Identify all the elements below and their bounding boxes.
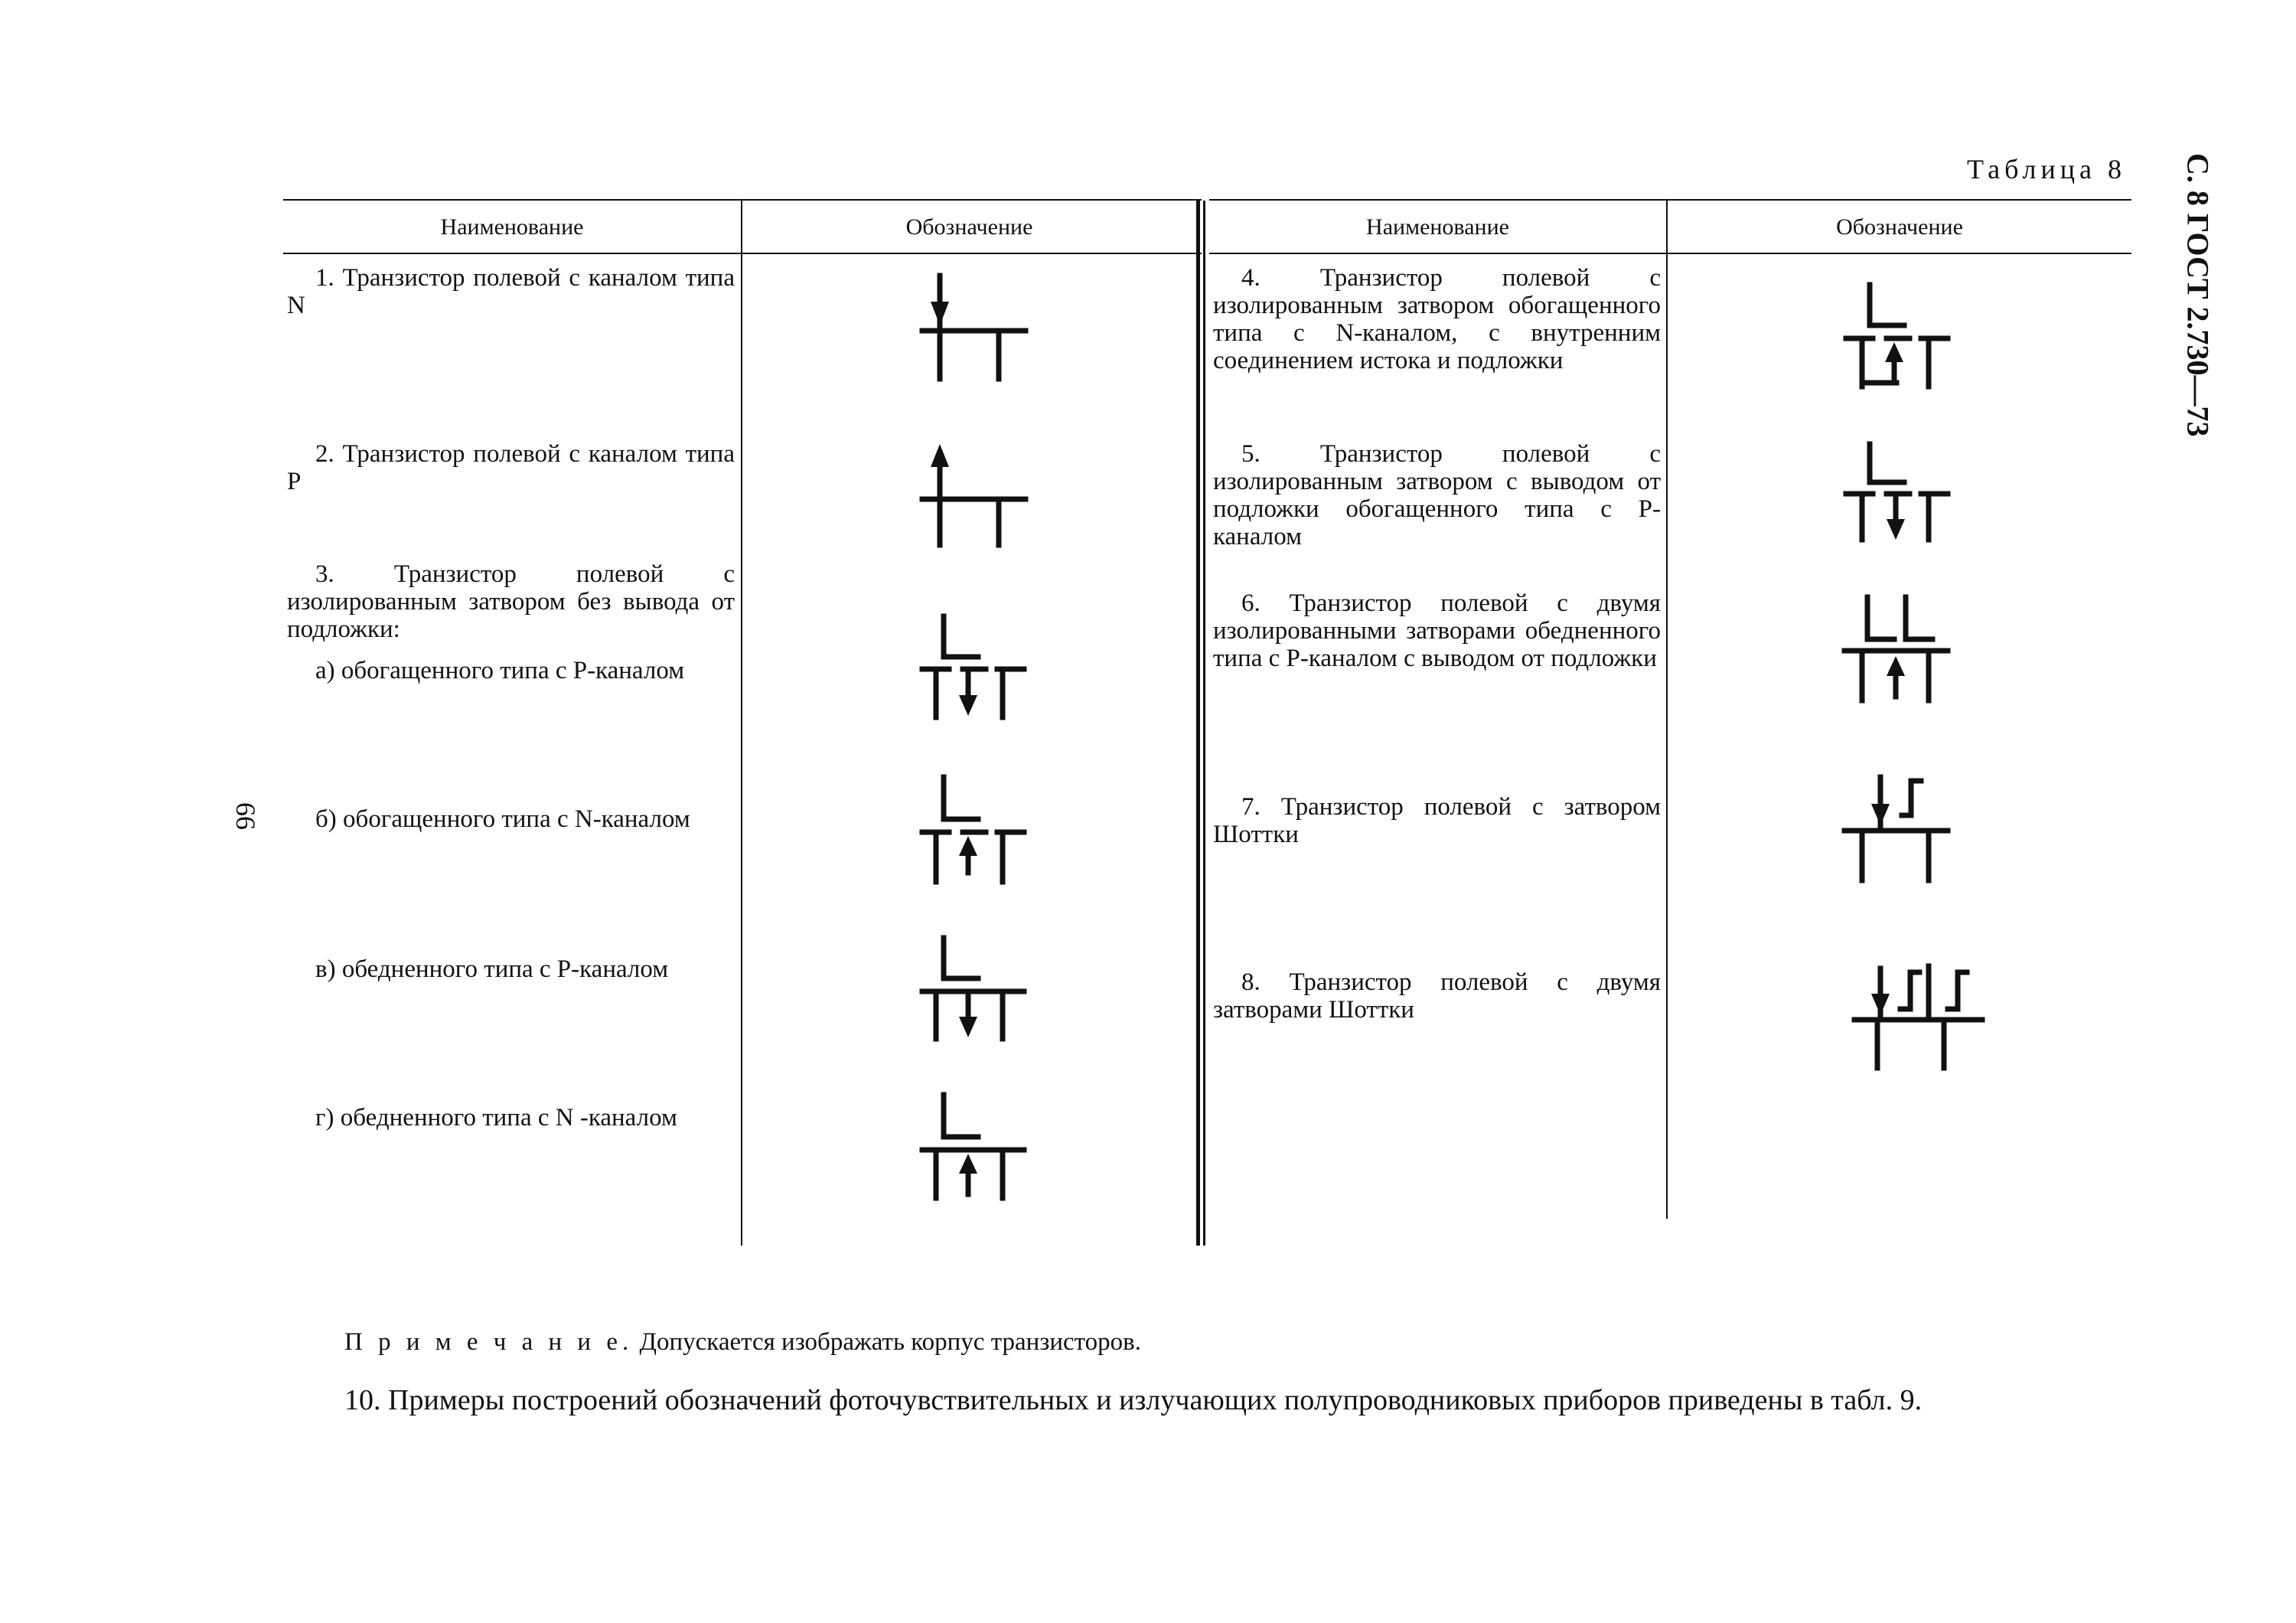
row-3g-text: г) обедненного типа с N -каналом bbox=[315, 1104, 677, 1132]
row-1-text: 1. Транзистор полевой с каналом типа N bbox=[287, 264, 735, 319]
header-symbol-right: Обозначение bbox=[1836, 214, 1963, 240]
row-3a-text: а) обогащенного типа с P-каналом bbox=[315, 657, 685, 684]
note-text: Допускается изображать корпус транзисторов. bbox=[639, 1328, 1141, 1356]
row-8-text: 8. Транзистор полевой с двумя затворами Шоттки bbox=[1213, 968, 1661, 1024]
paragraph-10: 10. Примеры построений обозначений фоточувствительных и излучающих полупроводниковых приборов приведены в табл. 9. bbox=[344, 1384, 1923, 1416]
row-6-text: 6. Транзистор полевой с двумя изолированными затворами обедненного типа с P-каналом с выводом от подложки bbox=[1213, 589, 1661, 672]
page-number-text: 66 bbox=[230, 802, 261, 830]
header-name-right: Наименование bbox=[1366, 214, 1509, 240]
row-2-text: 2. Транзистор полевой с каналом типа P bbox=[287, 440, 735, 495]
row-3b-text: б) обогащенного типа с N-каналом bbox=[315, 805, 690, 833]
mosfet-enh-p-substrate-symbol bbox=[1846, 444, 1948, 540]
row-3v-text: в) обедненного типа с P-каналом bbox=[315, 955, 669, 983]
mosfet-dep-n-symbol bbox=[922, 1095, 1024, 1198]
header-name-left: Наименование bbox=[440, 214, 584, 240]
row-7-text: 7. Транзистор полевой с затвором Шоттки bbox=[1213, 793, 1661, 848]
dual-schottky-fet-symbol bbox=[1854, 966, 1982, 1068]
table-label: Таблица 8 bbox=[1967, 154, 2126, 185]
mosfet-enh-n-symbol bbox=[922, 777, 1024, 882]
fet-p-channel-symbol bbox=[922, 444, 1026, 545]
row-5-text: 5. Транзистор полевой с изолированным затвором с выводом от подложки обогащенного типа с P-каналом bbox=[1213, 440, 1661, 550]
note-label: П р и м е ч а н и е. bbox=[344, 1328, 634, 1356]
fet-n-channel-symbol bbox=[922, 276, 1026, 379]
mosfet-enh-p-symbol bbox=[922, 616, 1024, 717]
note bbox=[344, 1328, 1141, 1357]
side-header-text: С. 8 ГОСТ 2.730—73 bbox=[2180, 153, 2216, 437]
mosfet-dual-gate-dep-p-symbol bbox=[1844, 597, 1948, 700]
header-symbol-left: Обозначение bbox=[905, 214, 1033, 240]
row-3-text: 3. Транзистор полевой с изолированным затвором без вывода от подложки: bbox=[287, 560, 735, 643]
schottky-fet-symbol bbox=[1844, 777, 1948, 880]
mosfet-dep-p-symbol bbox=[922, 938, 1024, 1039]
row-4-text: 4. Транзистор полевой с изолированным затвором обогащенного типа с N-каналом, с внутренним соединением истока и подложки bbox=[1213, 264, 1661, 374]
mosfet-enh-n-internal-symbol bbox=[1846, 285, 1948, 387]
